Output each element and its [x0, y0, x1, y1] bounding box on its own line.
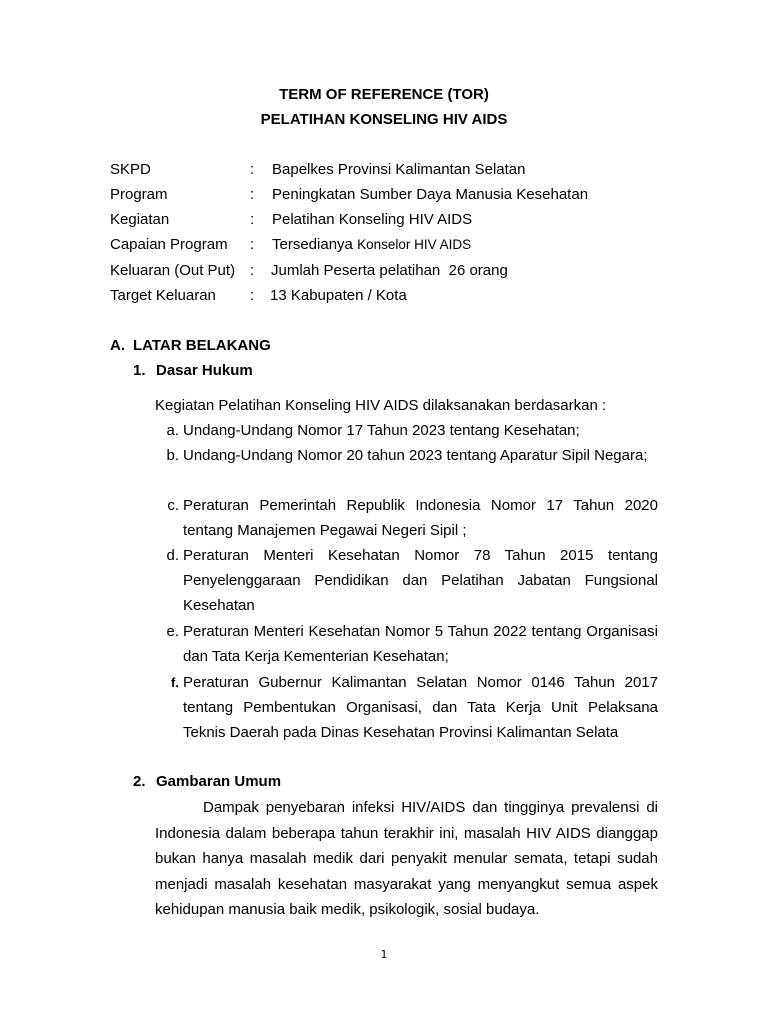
list-marker: b. [166, 447, 179, 464]
list-item-text: Peraturan Menteri Kesehatan Nomor 78 Tahun 2015 tentang Penyelenggaraan Pendidikan dan Pelatihan Jabatan Fungsional Kesehatan [183, 547, 658, 614]
list-item [155, 619, 658, 669]
meta-key: Target Keluaran [110, 287, 216, 304]
meta-key: Keluaran (Out Put) [110, 262, 236, 279]
subsection-heading-gambaran-umum: 2. Gambaran Umum [133, 773, 282, 790]
list-item [155, 443, 658, 468]
list-item [155, 670, 658, 745]
meta-key: Capaian Program [110, 236, 228, 253]
list-item-text: Undang-Undang Nomor 20 tahun 2023 tentang Aparatur Sipil Negara; [183, 447, 648, 464]
list-item-text: Undang-Undang Nomor 17 Tahun 2023 tentang Kesehatan; [183, 422, 580, 439]
subsection-heading-dasar-hukum: 1. Dasar Hukum [133, 362, 253, 379]
list-marker: c. [167, 497, 179, 514]
meta-value: Bapelkes Provinsi Kalimantan Selatan [272, 161, 526, 178]
meta-value: Peningkatan Sumber Daya Manusia Kesehatan [272, 186, 589, 203]
list-item-text: Peraturan Gubernur Kalimantan Selatan Nomor 0146 Tahun 2017 tentang Pembentukan Organisasi, dan Tata Kerja Unit Pelaksana Teknis Daerah pada Dinas Kesehatan Provinsi Kalimantan Selata [183, 674, 658, 741]
meta-key: Kegiatan [110, 211, 170, 228]
meta-value: Pelatihan Konseling HIV AIDS [272, 211, 473, 228]
meta-colon: : [250, 262, 255, 279]
meta-colon: : [250, 236, 255, 253]
list-marker: e. [166, 623, 179, 640]
meta-value: Tersedianya Konselor HIV AIDS [272, 236, 472, 253]
list-item [155, 418, 658, 443]
document-subtitle: PELATIHAN KONSELING HIV AIDS [260, 111, 508, 128]
document-title: TERM OF REFERENCE (TOR) [279, 86, 489, 103]
page-number: 1 [380, 948, 388, 961]
meta-key: Program [110, 186, 168, 203]
section-heading-latar-belakang: A. LATAR BELAKANG [110, 337, 271, 354]
meta-colon: : [250, 211, 255, 228]
meta-colon: : [250, 186, 255, 203]
meta-value: 13 Kabupaten / Kota [270, 287, 407, 304]
overview-paragraph: Dampak penyebaran infeksi HIV/AIDS dan tingginya prevalensi di Indonesia dalam beberapa tahun terakhir ini, masalah HIV AIDS dianggap bukan hanya masalah medik dari penyakit menular semata, tetapi sudah menjadi masalah kesehatan masyarakat yang menyangkut semua aspek kehidupan manusia baik medik, psikologik, sosial budaya. [155, 799, 658, 918]
list-marker: f. [171, 675, 179, 690]
meta-colon: : [250, 161, 255, 178]
list-item [155, 493, 658, 543]
list-item [155, 543, 658, 618]
list-marker: d. [166, 547, 179, 564]
list-item-text: Peraturan Menteri Kesehatan Nomor 5 Tahun 2022 tentang Organisasi dan Tata Kerja Kementerian Kesehatan; [183, 623, 658, 665]
meta-colon: : [250, 287, 255, 304]
list-marker: a. [166, 422, 179, 439]
legal-basis-intro: Kegiatan Pelatihan Konseling HIV AIDS dilaksanakan berdasarkan : [155, 397, 607, 414]
meta-value: Jumlah Peserta pelatihan 26 orang [271, 262, 508, 279]
meta-key: SKPD [110, 161, 151, 178]
list-item-text: Peraturan Pemerintah Republik Indonesia Nomor 17 Tahun 2020 tentang Manajemen Pegawai Negeri Sipil ; [183, 497, 658, 539]
